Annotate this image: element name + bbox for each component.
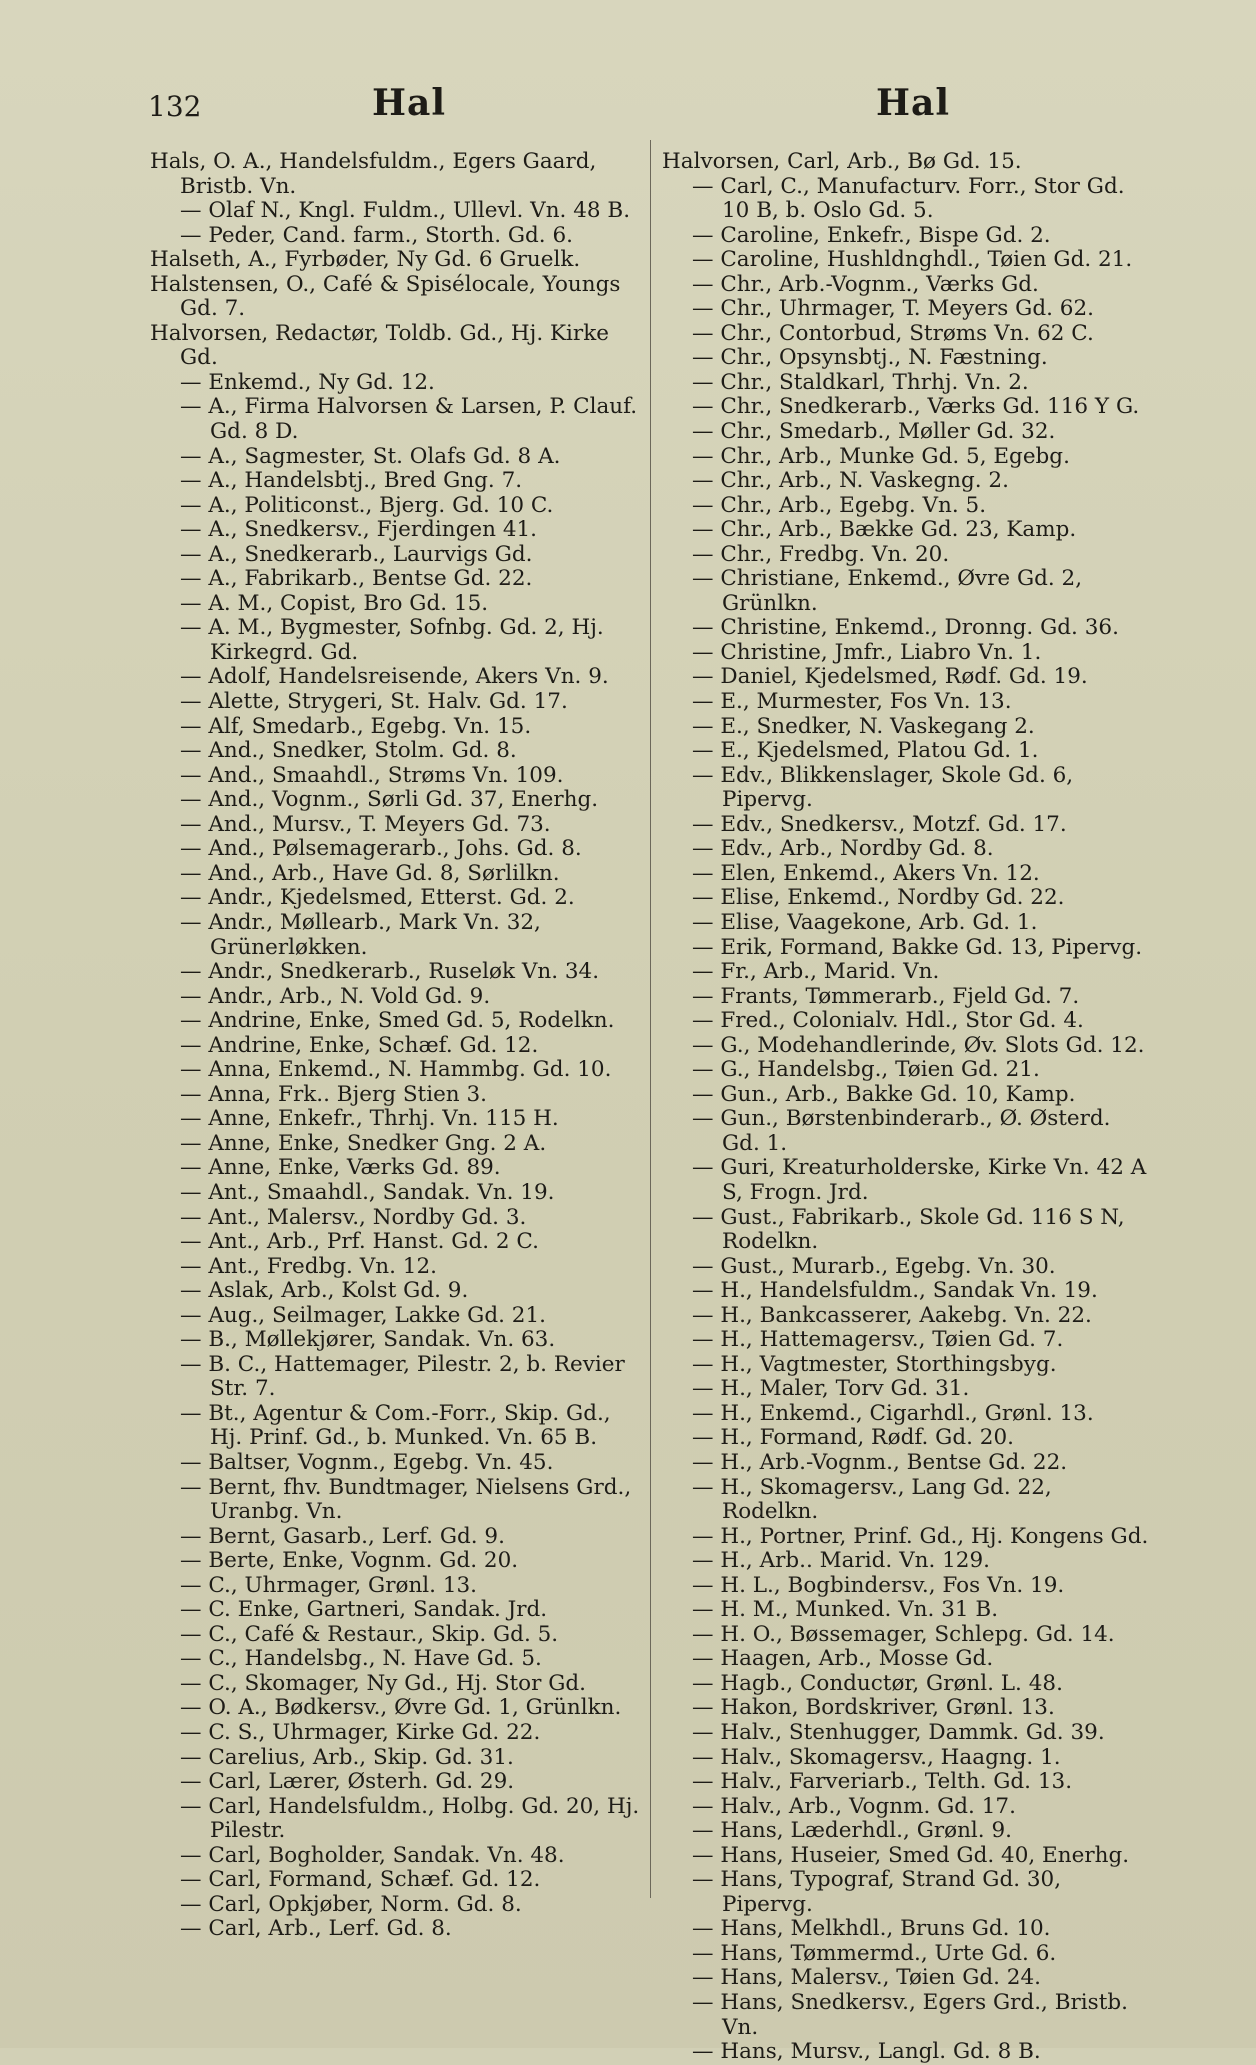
directory-entry: — H., Portner, Prinf. Gd., Hj. Kongens Gd. (692, 1523, 1149, 1549)
directory-entry: — Peder, Cand. farm., Storth. Gd. 6. (180, 222, 573, 248)
directory-entry: — A., Snedkersv., Fjerdingen 41. (180, 517, 538, 543)
directory-entry: — Anne, Enke, Snedker Gng. 2 A. (180, 1130, 547, 1156)
directory-entry: — C., Skomager, Ny Gd., Hj. Stor Gd. (180, 1670, 587, 1696)
left-column (150, 150, 644, 1942)
directory-entry: — Andr., Møllearb., Mark Vn. 32, Grünerløkken. (180, 909, 541, 960)
directory-entry: — Carl, Lærer, Østerh. Gd. 29. (180, 1769, 515, 1795)
directory-entry: — Chr., Opsynsbtj., N. Fæstning. (692, 345, 1048, 371)
directory-entry: — Hans, Mursv., Langl. Gd. 8 B. (692, 2039, 1041, 2065)
directory-entry: — E., Murmester, Fos Vn. 13. (692, 689, 1012, 715)
directory-entry: — C. S., Uhrmager, Kirke Gd. 22. (180, 1720, 541, 1745)
directory-entry: — G., Modehandlerinde, Øv. Slots Gd. 12. (692, 1032, 1145, 1058)
directory-entry: — Halv., Stenhugger, Dammk. Gd. 39. (692, 1720, 1105, 1745)
directory-entry: — Elen, Enkemd., Akers Vn. 12. (692, 860, 1040, 886)
directory-entry: — H., Bankcasserer, Aakebg. Vn. 22. (692, 1302, 1092, 1328)
directory-entry: — Chr., Arb., N. Vaskegng. 2. (692, 468, 1009, 494)
directory-entry: — Alf, Smedarb., Egebg. Vn. 15. (180, 713, 532, 739)
directory-entry: — Daniel, Kjedelsmed, Rødf. Gd. 19. (692, 664, 1088, 690)
directory-entry: — Bt., Agentur & Com.-Forr., Skip. Gd., Hj. Prinf. Gd., b. Munked. Vn. 65 B. (180, 1400, 611, 1451)
directory-entry: — Chr., Staldkarl, Thrhj. Vn. 2. (692, 369, 1029, 395)
directory-entry: — H., Vagtmester, Storthingsbyg. (692, 1351, 1057, 1377)
directory-entry: — Caroline, Hushldnghdl., Tøien Gd. 21. (692, 247, 1133, 273)
directory-entry: — Hans, Typograf, Strand Gd. 30, Pipervg. (692, 1867, 1062, 1917)
directory-entry: — Gun., Arb., Bakke Gd. 10, Kamp. (692, 1081, 1076, 1107)
directory-entry: — C., Café & Restaur., Skip. Gd. 5. (180, 1621, 559, 1647)
directory-entry: — G., Handelsbg., Tøien Gd. 21. (692, 1057, 1040, 1083)
directory-entry: — Carl, C., Manufacturv. Forr., Stor Gd. 10 B, b. Oslo Gd. 5. (692, 173, 1125, 224)
directory-entry: — Hakon, Bordskriver, Grønl. 13. (692, 1695, 1055, 1721)
directory-entry: — B. C., Hattemager, Pilestr. 2, b. Revier Str. 7. (180, 1351, 625, 1402)
directory-entry: — Andr., Kjedelsmed, Etterst. Gd. 2. (180, 885, 575, 911)
directory-entry: — Ant., Fredbg. Vn. 12. (180, 1253, 437, 1279)
directory-entry: — A., Politiconst., Bjerg. Gd. 10 C. (180, 492, 554, 518)
directory-entry: — C., Handelsbg., N. Have Gd. 5. (180, 1646, 542, 1672)
directory-entry: — Berte, Enke, Vognm. Gd. 20. (180, 1548, 519, 1574)
directory-entry: — Edv., Blikkenslager, Skole Gd. 6, Pipervg. (692, 762, 1074, 813)
directory-entry: — Aslak, Arb., Kolst Gd. 9. (180, 1278, 469, 1304)
directory-entry: — Chr., Uhrmager, T. Meyers Gd. 62. (692, 296, 1094, 322)
directory-entry: — Anna, Enkemd., N. Hammbg. Gd. 10. (180, 1057, 612, 1083)
directory-entry: — A. M., Copist, Bro Gd. 15. (180, 590, 489, 616)
directory-entry: — Halv., Farveriarb., Telth. Gd. 13. (692, 1769, 1073, 1795)
directory-entry: — C. Enke, Gartneri, Sandak. Jrd. (180, 1597, 548, 1623)
directory-entry: — Halv., Skomagersv., Haagng. 1. (692, 1744, 1061, 1770)
directory-entry: — Elise, Vaagekone, Arb. Gd. 1. (692, 909, 1038, 935)
column-divider (650, 140, 651, 1898)
directory-entry: — Guri, Kreaturholderske, Kirke Vn. 42 A S, Frogn. Jrd. (692, 1155, 1147, 1205)
directory-entry: — H., Arb.-Vognm., Bentse Gd. 22. (692, 1449, 1068, 1475)
directory-entry: — A., Handelsbtj., Bred Gng. 7. (180, 468, 523, 494)
directory-entry: — E., Kjedelsmed, Platou Gd. 1. (692, 738, 1039, 764)
directory-entry: — Anna, Frk.. Bjerg Stien 3. (180, 1081, 487, 1107)
directory-entry: — A. M., Bygmester, Sofnbg. Gd. 2, Hj. Kirkegrd. Gd. (180, 615, 604, 665)
directory-entry: — Anne, Enkefr., Thrhj. Vn. 115 H. (180, 1106, 559, 1132)
directory-entry: — Halv., Arb., Vognm. Gd. 17. (692, 1793, 1016, 1819)
directory-entry: — Andrine, Enke, Schæf. Gd. 12. (180, 1032, 539, 1058)
directory-entry: — Carl, Handelsfuldm., Holbg. Gd. 20, Hj. Pilestr. (180, 1793, 640, 1844)
directory-entry: — Erik, Formand, Bakke Gd. 13, Pipervg. (692, 934, 1143, 960)
running-head-right: Hal (876, 82, 951, 124)
directory-entry: — A., Fabrikarb., Bentse Gd. 22. (180, 566, 533, 592)
directory-entry: — Olaf N., Kngl. Fuldm., Ullevl. Vn. 48 B. (180, 198, 631, 224)
directory-entry: — Hans, Melkhdl., Bruns Gd. 10. (692, 1916, 1051, 1942)
directory-entry: Halseth, A., Fyrbøder, Ny Gd. 6 Gruelk. (150, 247, 581, 273)
directory-entry: — Edv., Snedkersv., Motzf. Gd. 17. (692, 811, 1067, 837)
directory-entry: — Ant., Arb., Prf. Hanst. Gd. 2 C. (180, 1229, 539, 1255)
directory-entry: — Hans, Malersv., Tøien Gd. 24. (692, 1965, 1041, 1991)
directory-entry: — Chr., Snedkerarb., Værks Gd. 116 Y G. (692, 394, 1140, 420)
directory-entry: — Alette, Strygeri, St. Halv. Gd. 17. (180, 689, 568, 715)
directory-entry: — Chr., Arb., Bække Gd. 23, Kamp. (692, 517, 1077, 543)
directory-entry: — Hans, Tømmermd., Urte Gd. 6. (692, 1940, 1057, 1966)
directory-entry: — And., Arb., Have Gd. 8, Sørlilkn. (180, 860, 560, 886)
directory-entry: — Chr., Arb.-Vognm., Værks Gd. (692, 271, 1039, 297)
directory-entry: — Chr., Smedarb., Møller Gd. 32. (692, 419, 1056, 445)
directory-entry: Halstensen, O., Café & Spisélocale, Youngs Gd. 7. (150, 271, 621, 322)
right-column (662, 150, 1152, 2065)
directory-entry: — And., Vognm., Sørli Gd. 37, Enerhg. (180, 787, 599, 813)
directory-entry: — Bernt, fhv. Bundtmager, Nielsens Grd., Uranbg. Vn. (180, 1474, 632, 1525)
directory-entry: — O. A., Bødkersv., Øvre Gd. 1, Grünlkn. (180, 1695, 622, 1721)
directory-entry: Halvorsen, Redactør, Toldb. Gd., Hj. Kirke Gd. (150, 320, 609, 371)
directory-entry: — Carelius, Arb., Skip. Gd. 31. (180, 1744, 514, 1770)
directory-entry: Halvorsen, Carl, Arb., Bø Gd. 15. (662, 149, 1022, 174)
page-header (0, 82, 1256, 132)
directory-entry: Hals, O. A., Handelsfuldm., Egers Gaard, Bristb. Vn. (150, 149, 597, 199)
directory-entry: — Christine, Enkemd., Dronng. Gd. 36. (692, 615, 1119, 641)
directory-entry: — Frants, Tømmerarb., Fjeld Gd. 7. (692, 983, 1080, 1009)
directory-entry: — H. O., Bøssemager, Schlepg. Gd. 14. (692, 1621, 1115, 1647)
directory-entry: — Gust., Murarb., Egebg. Vn. 30. (692, 1253, 1056, 1279)
directory-entry: — Edv., Arb., Nordby Gd. 8. (692, 836, 994, 862)
directory-entry: — Chr., Contorbud, Strøms Vn. 62 C. (692, 320, 1094, 346)
directory-entry: — H., Enkemd., Cigarhdl., Grønl. 13. (692, 1400, 1094, 1426)
directory-entry: — Ant., Malersv., Nordby Gd. 3. (180, 1204, 527, 1230)
page-number: 132 (148, 90, 202, 123)
directory-entry: — Christiane, Enkemd., Øvre Gd. 2, Grünlkn. (692, 566, 1083, 616)
directory-entry: — H., Arb.. Marid. Vn. 129. (692, 1548, 990, 1574)
directory-entry: — A., Firma Halvorsen & Larsen, P. Clauf. Gd. 8 D. (180, 394, 638, 445)
directory-entry: — Hans, Snedkersv., Egers Grd., Bristb. Vn. (692, 1990, 1128, 2040)
directory-entry: — Bernt, Gasarb., Lerf. Gd. 9. (180, 1523, 505, 1549)
directory-entry: — And., Pølsemagerarb., Johs. Gd. 8. (180, 836, 582, 862)
directory-entry: — E., Snedker, N. Vaskegang 2. (692, 713, 1035, 739)
directory-entry: — Elise, Enkemd., Nordby Gd. 22. (692, 885, 1065, 911)
directory-entry: — Gun., Børstenbinderarb., Ø. Østerd. Gd. 1. (692, 1106, 1111, 1156)
directory-entry: — Baltser, Vognm., Egebg. Vn. 45. (180, 1449, 554, 1475)
running-head-left: Hal (372, 82, 447, 124)
directory-entry: — Hans, Læderhdl., Grønl. 9. (692, 1818, 1012, 1844)
directory-entry: — H., Skomagersv., Lang Gd. 22, Rodelkn. (692, 1474, 1052, 1525)
directory-entry: — H., Formand, Rødf. Gd. 20. (692, 1425, 1014, 1451)
directory-entry: — Chr., Arb., Munke Gd. 5, Egebg. (692, 443, 1070, 469)
directory-entry: — B., Møllekjører, Sandak. Vn. 63. (180, 1327, 556, 1353)
directory-entry: — Carl, Arb., Lerf. Gd. 8. (180, 1916, 452, 1942)
directory-entry: — Carl, Bogholder, Sandak. Vn. 48. (180, 1842, 565, 1868)
directory-entry: — And., Mursv., T. Meyers Gd. 73. (180, 811, 551, 837)
directory-entry: — A., Snedkerarb., Laurvigs Gd. (180, 541, 533, 567)
directory-entry: — Aug., Seilmager, Lakke Gd. 21. (180, 1302, 546, 1328)
directory-entry: — Christine, Jmfr., Liabro Vn. 1. (692, 639, 1042, 665)
directory-entry: — H. M., Munked. Vn. 31 B. (692, 1597, 999, 1623)
directory-entry: — H. L., Bogbindersv., Fos Vn. 19. (692, 1572, 1065, 1598)
directory-entry: — Andr., Snedkerarb., Ruseløk Vn. 34. (180, 959, 600, 985)
directory-entry: — Gust., Fabrikarb., Skole Gd. 116 S N, Rodelkn. (692, 1204, 1125, 1255)
directory-entry: — Carl, Opkjøber, Norm. Gd. 8. (180, 1891, 522, 1917)
directory-entry: — Andrine, Enke, Smed Gd. 5, Rodelkn. (180, 1008, 615, 1034)
directory-entry: — H., Hattemagersv., Tøien Gd. 7. (692, 1327, 1064, 1353)
directory-entry: — Caroline, Enkefr., Bispe Gd. 2. (692, 222, 1051, 248)
directory-entry: — Anne, Enke, Værks Gd. 89. (180, 1155, 501, 1181)
directory-entry: — Chr., Fredbg. Vn. 20. (692, 541, 950, 567)
directory-entry: — Adolf, Handelsreisende, Akers Vn. 9. (180, 664, 609, 690)
directory-entry: — Chr., Arb., Egebg. Vn. 5. (692, 492, 987, 518)
directory-entry: — Fred., Colonialv. Hdl., Stor Gd. 4. (692, 1008, 1084, 1034)
directory-entry: — C., Uhrmager, Grønl. 13. (180, 1572, 478, 1598)
directory-entry: — Hagb., Conductør, Grønl. L. 48. (692, 1670, 1063, 1696)
directory-entry: — H., Maler, Torv Gd. 31. (692, 1376, 970, 1402)
directory-entry: — Haagen, Arb., Mosse Gd. (692, 1646, 994, 1672)
directory-entry: — Fr., Arb., Marid. Vn. (692, 959, 940, 985)
directory-entry: — H., Handelsfuldm., Sandak Vn. 19. (692, 1278, 1098, 1304)
directory-entry: — A., Sagmester, St. Olafs Gd. 8 A. (180, 443, 561, 469)
directory-entry: — And., Snedker, Stolm. Gd. 8. (180, 738, 517, 764)
directory-entry: — Enkemd., Ny Gd. 12. (180, 369, 435, 395)
directory-entry: — Ant., Smaahdl., Sandak. Vn. 19. (180, 1179, 555, 1205)
directory-entry: — Andr., Arb., N. Vold Gd. 9. (180, 983, 491, 1009)
directory-entry: — Hans, Huseier, Smed Gd. 40, Enerhg. (692, 1842, 1130, 1868)
directory-entry: — And., Smaahdl., Strøms Vn. 109. (180, 762, 564, 788)
directory-entry: — Carl, Formand, Schæf. Gd. 12. (180, 1867, 541, 1893)
